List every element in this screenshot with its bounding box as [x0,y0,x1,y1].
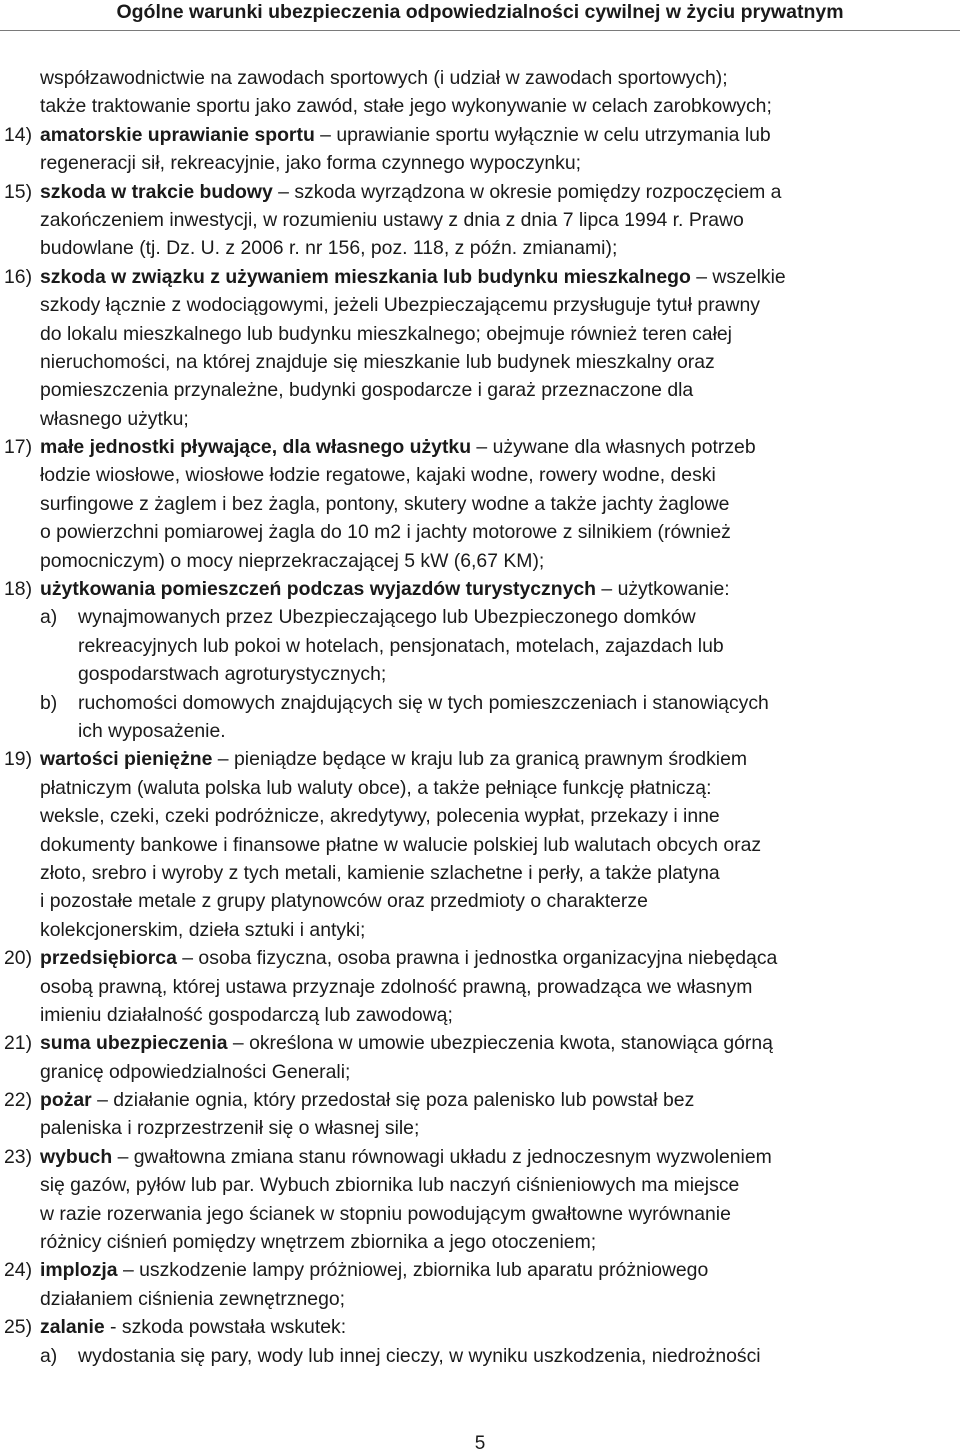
line-text-body: osobą prawną, której ustawa przyznaje zdolność prawną, prowadząca we własnym [40,975,753,998]
text-line [0,1313,960,1341]
item-number: 20) [4,947,33,970]
line-text [40,461,716,489]
document-title: Ogólne warunki ubezpieczenia odpowiedzialności cywilnej w życiu prywatnym [116,1,844,23]
text-line [0,1029,960,1057]
line-text-body: budowlane (tj. Dz. U. z 2006 r. nr 156, poz. 118, z późn. zmianami); [40,237,618,260]
line-text-body: – użytkowanie: [596,578,730,601]
line-text-body: ruchomości domowych znajdujących się w tych pomieszczeniach i stanowiących [78,691,769,714]
line-text [40,887,648,915]
line-text [40,263,786,291]
text-line [0,973,960,1001]
line-text [40,405,189,433]
sub-item-label: b) [40,691,58,714]
text-line [0,887,960,915]
line-text-body: dokumenty bankowe i finansowe płatne w walucie polskiej lub walutach obcych oraz [40,833,762,856]
text-line [0,234,960,262]
line-text-body: – osoba fizyczna, osoba prawna i jednostka organizacyjna niebędąca [176,947,778,970]
line-text-body: paleniska i rozprzestrzenił się o własnej sile; [40,1117,420,1140]
line-text [40,1058,350,1086]
line-text [40,831,761,859]
text-line [0,774,960,802]
text-line [0,831,960,859]
text-line [0,1086,960,1114]
line-text-body: kolekcjonerskim, dzieła sztuki i antyki; [40,918,366,941]
line-text [40,1114,419,1142]
text-line [0,490,960,518]
defined-term: wybuch [40,1145,113,1168]
line-text-body: się gazów, pyłów lub par. Wybuch zbiornika lub naczyń ciśnieniowych ma miejsce [40,1174,740,1197]
line-text [40,291,760,319]
text-line [0,1256,960,1284]
text-line [0,92,960,120]
line-text-body: - szkoda powstała wskutek: [104,1316,347,1339]
item-number: 18) [4,578,33,601]
line-text-body: – uprawianie sportu wyłącznie w celu utrzymania lub [314,123,771,146]
line-text-body: własnego użytku; [40,407,189,430]
line-text-body: pomieszczenia przynależne, budynki gospodarcze i garaż przeznaczone dla [40,379,694,402]
defined-term: pożar [40,1089,92,1112]
line-text-body: współzawodnictwie na zawodach sportowych (i udział w zawodach sportowych); [40,67,728,89]
line-text [40,234,617,262]
line-text-body: wynajmowanych przez Ubezpieczającego lub Ubezpieczonego domków [78,606,696,629]
line-text-body: weksle, czeki, czeki podróżnicze, akredytywy, polecenia wypłat, przekazy i inne [40,805,720,828]
sub-item-label: a) [40,606,58,629]
line-text-body: różnicy ciśnień pomiędzy wnętrzem zbiornika a jego otoczeniem; [40,1231,597,1254]
line-text-body: łodzie wiosłowe, wiosłowe łodzie regatowe, kajaki wodne, rowery wodne, deski [40,464,716,487]
text-line [0,1342,960,1370]
line-text [40,1086,694,1114]
text-line [0,1200,960,1228]
line-text-body: w razie rozerwania jego ścianek w stopniu powodującym gwałtowne wyrównanie [40,1202,731,1225]
text-line [0,461,960,489]
text-line [0,944,960,972]
line-text [40,1256,708,1284]
line-text [40,1143,772,1171]
text-line [0,603,960,631]
line-text [78,689,769,717]
text-line [0,149,960,177]
defined-term: szkoda w trakcie budowy [40,180,273,203]
defined-term: wartości pieniężne [40,748,213,771]
text-line [0,433,960,461]
line-text-body: działaniem ciśnienia zewnętrznego; [40,1287,346,1310]
line-text [40,376,693,404]
sub-item-label: a) [40,1344,58,1367]
text-line [0,1001,960,1029]
item-number: 17) [4,436,33,459]
line-text [40,320,732,348]
text-line [0,206,960,234]
line-text-body: – używane dla własnych potrzeb [471,436,756,459]
line-text-body: pomocniczym) o mocy nieprzekraczającej 5 kW (6,67 KM); [40,549,545,572]
text-line [0,717,960,745]
text-line [0,518,960,546]
text-line [0,689,960,717]
line-text-body: nieruchomości, na której znajduje się mieszkanie lub budynek mieszkalny oraz [40,350,715,373]
line-text [40,64,728,92]
line-text [40,802,720,830]
text-line [0,660,960,688]
line-text-body: regeneracji sił, rekreacyjnie, jako forma czynnego wypoczynku; [40,152,582,175]
defined-term: małe jednostki pływające, dla własnego użytku [40,436,472,459]
line-text-body: szkody łącznie z wodociągowymi, jeżeli Ubezpieczającemu przysługuje tytuł prawny [40,294,760,317]
line-text-body: do lokalu mieszkalnego lub budynku mieszkalnego; obejmuje również teren całej [40,322,732,345]
line-text [78,660,386,688]
line-text [40,547,544,575]
line-text [78,603,696,631]
line-text-body: i pozostałe metale z grupy platynowców oraz przedmioty o charakterze [40,890,648,913]
item-number: 21) [4,1032,33,1055]
text-line [0,1171,960,1199]
text-line [0,632,960,660]
line-text [40,973,752,1001]
text-line [0,745,960,773]
line-text [40,774,711,802]
item-number: 14) [4,123,33,146]
text-line [0,1114,960,1142]
line-text [40,944,777,972]
line-text-body: – pieniądze będące w kraju lub za granicą prawnym środkiem [212,748,748,771]
line-text [40,149,581,177]
page-number: 5 [474,1433,486,1454]
text-line [0,802,960,830]
text-line [0,1228,960,1256]
line-text-body: – wszelkie [690,265,786,288]
item-number: 16) [4,265,33,288]
text-line [0,320,960,348]
line-text-body: wydostania się pary, wody lub innej cieczy, w wyniku uszkodzenia, niedrożności [78,1344,761,1367]
line-text [40,1200,731,1228]
text-line [0,1285,960,1313]
line-text-body: płatniczym (waluta polska lub waluty obce), a także pełniące funkcję płatniczą: [40,776,712,799]
line-text [78,717,226,745]
text-line [0,575,960,603]
line-text [40,1285,345,1313]
text-line [0,376,960,404]
line-text [40,1001,453,1029]
line-text-body: – działanie ognia, który przedostał się poza palenisko lub powstał bez [91,1089,695,1112]
line-text-body: ich wyposażenie. [78,719,226,742]
text-line [0,178,960,206]
line-text-body: – uszkodzenie lampy próżniowej, zbiornika lub aparatu próżniowego [117,1259,709,1282]
text-line [0,1143,960,1171]
line-text [40,178,781,206]
line-text [40,121,771,149]
line-text-body: złoto, srebro i wyroby z tych metali, kamienie szlachetne i perły, a także platyna [40,861,720,884]
line-text [78,632,724,660]
defined-term: implozja [40,1259,118,1282]
line-text [40,1313,346,1341]
item-number: 24) [4,1259,33,1282]
line-text-body: – określona w umowie ubezpieczenia kwota, stanowiąca górną [227,1032,773,1055]
line-text-body: o powierzchni pomiarowej żagla do 10 m2 i jachty motorowe z silnikiem (również [40,521,731,544]
text-line [0,405,960,433]
line-text-body: gospodarstwach agroturystycznych; [78,663,387,686]
text-line [0,916,960,944]
defined-term: amatorskie uprawianie sportu [40,123,315,146]
text-line [0,859,960,887]
line-text [78,1342,761,1370]
line-text-body: także traktowanie sportu jako zawód, stałe jego wykonywanie w celach zarobkowych; [40,95,772,118]
text-line [0,64,960,92]
text-line [0,547,960,575]
line-text [40,348,715,376]
item-number: 22) [4,1089,33,1112]
line-text-body: zakończeniem inwestycji, w rozumieniu ustawy z dnia z dnia 7 lipca 1994 r. Prawo [40,208,744,231]
item-number: 23) [4,1145,33,1168]
line-text [40,1228,596,1256]
defined-term: zalanie [40,1316,105,1339]
line-text-body: surfingowe z żaglem i bez żagla, pontony, skutery wodne a także jachty żaglowe [40,492,730,515]
line-text-body: imieniu działalność gospodarczą lub zawodową; [40,1003,453,1026]
text-line [0,1058,960,1086]
text-line [0,291,960,319]
text-line [0,348,960,376]
item-number: 19) [4,748,33,771]
item-number: 15) [4,180,33,203]
line-text [40,518,731,546]
line-text-body: – szkoda wyrządzona w okresie pomiędzy rozpoczęciem a [272,180,782,203]
document-body [0,64,960,1370]
line-text-body: – gwałtowna zmiana stanu równowagi układu z jednoczesnym wyzwoleniem [112,1145,772,1168]
line-text [40,575,730,603]
defined-term: przedsiębiorca [40,947,177,970]
defined-term: szkoda w związku z używaniem mieszkania lub budynku mieszkalnego [40,265,691,288]
text-line [0,263,960,291]
line-text [40,206,744,234]
page-header [0,0,960,31]
line-text [40,490,729,518]
line-text [40,1029,773,1057]
line-text [40,433,756,461]
line-text [40,859,720,887]
defined-term: użytkowania pomieszczeń podczas wyjazdów turystycznych [40,578,597,601]
line-text-body: granicę odpowiedzialności Generali; [40,1060,351,1083]
line-text [40,92,772,120]
defined-term: suma ubezpieczenia [40,1032,228,1055]
item-number: 25) [4,1316,33,1339]
text-line [0,121,960,149]
line-text [40,916,365,944]
line-text-body: rekreacyjnych lub pokoi w hotelach, pensjonatach, motelach, zajazdach lub [78,634,724,657]
line-text [40,745,747,773]
line-text [40,1171,739,1199]
